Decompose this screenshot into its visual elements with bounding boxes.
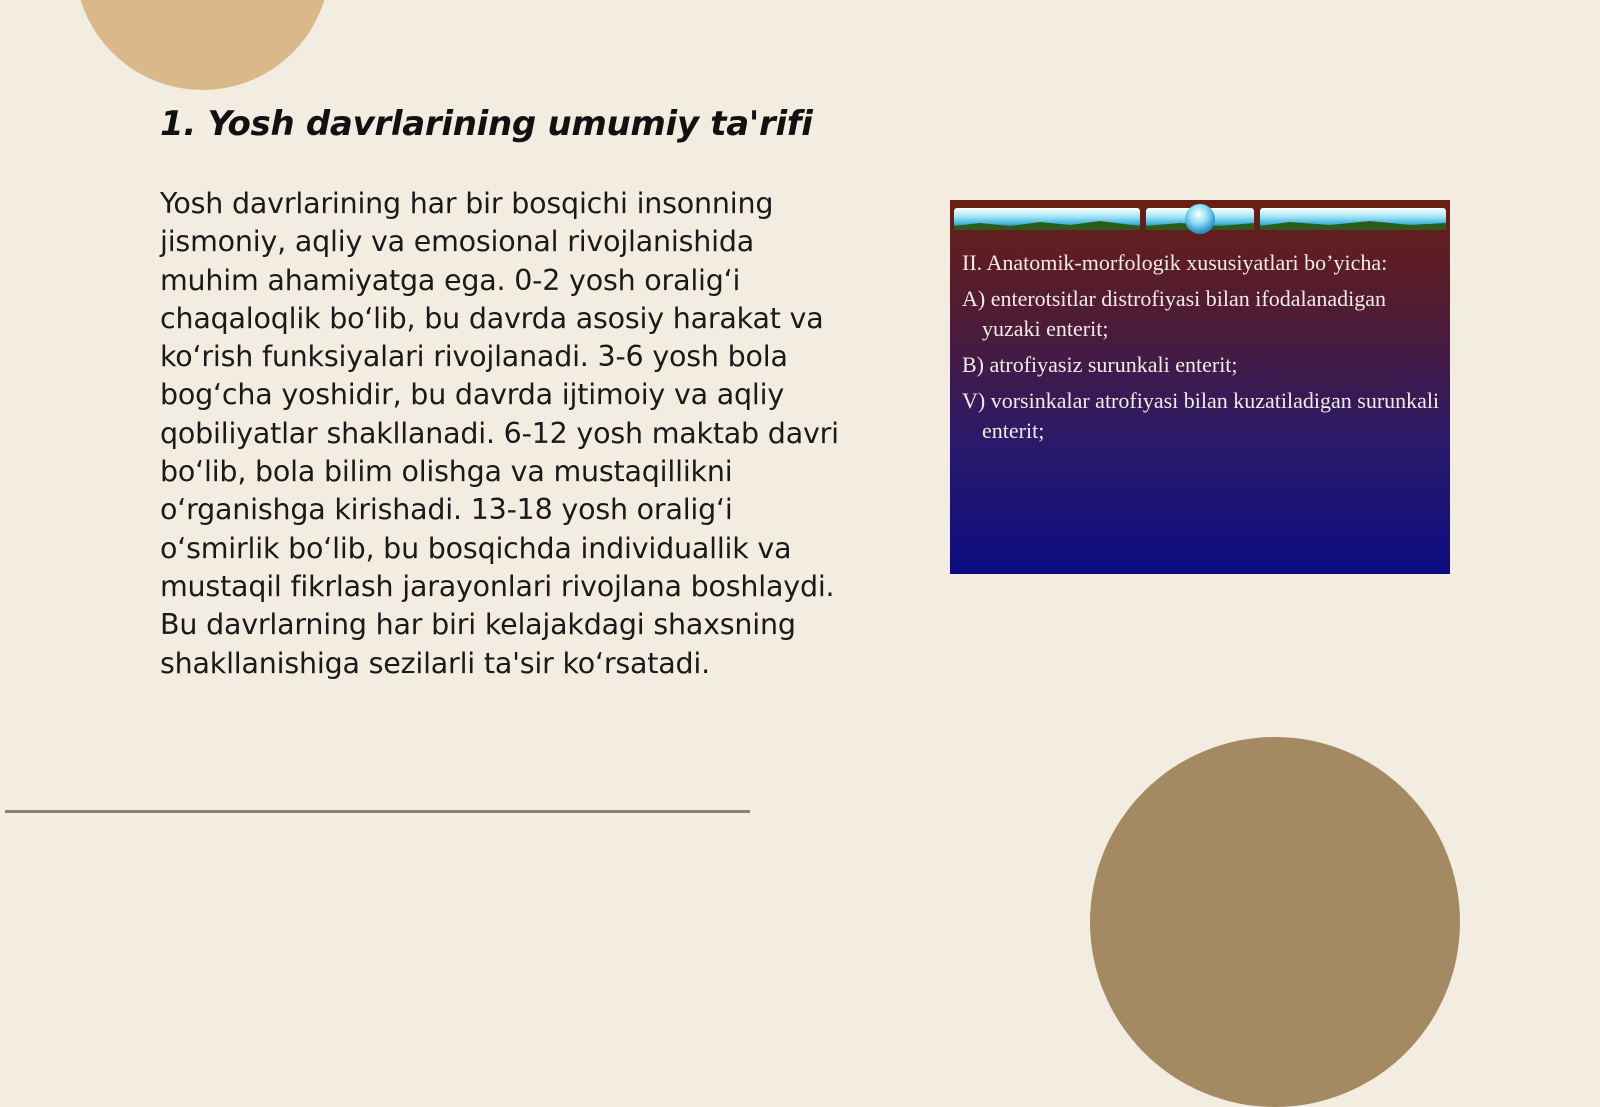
embedded-slide-item-b: B) atrofiyasiz surunkali enterit; <box>962 352 1238 377</box>
slide-title: 1. Yosh davrlarining umumiy ta'rifi <box>160 104 813 144</box>
embedded-slide-image <box>950 200 1450 574</box>
embedded-slide-item-v: V) vorsinkalar atrofiyasi bilan kuzatiladigan surunkali enterit; <box>962 388 1440 443</box>
decorative-header-bars <box>950 200 1450 242</box>
embedded-slide-text <box>962 248 1442 452</box>
divider-line <box>5 810 750 813</box>
slide-body-text: Yosh davrlarining har bir bosqichi insonning jismoniy, aqliy va emosional rivojlanishida muhim ahamiyatga ega. 0-2 yosh oralig‘i chaqaloqlik bo‘lib, bu davrda asosiy harakat va ko‘rish funksiyalari rivojlanadi. 3-6 yosh bola bog‘cha yoshidir, bu davrda ijtimoiy va aqliy qobiliyatlar shakllanadi. 6-12 yosh maktab davri bo‘lib, bola bilim olishga va mustaqillikni o‘rganishga kirishadi. 13-18 yosh oralig‘i o‘smirlik bo‘lib, bu bosqichda individuallik va mustaqil fikrlash jarayonlari rivojlana boshlaydi. Bu davrlarning har biri kelajakdagi shaxsning shakllanishiga sezilarli ta'sir ko‘rsatadi. <box>160 187 839 680</box>
embedded-slide-heading: II. Anatomik-morfologik xususiyatlari bo’yicha: <box>962 250 1388 275</box>
embedded-slide-item-a: A) enterotsitlar distrofiyasi bilan ifodalanadigan yuzaki enterit; <box>962 286 1386 341</box>
decorative-circle-bottom <box>1090 737 1460 1107</box>
decorative-circle-top <box>75 0 330 90</box>
